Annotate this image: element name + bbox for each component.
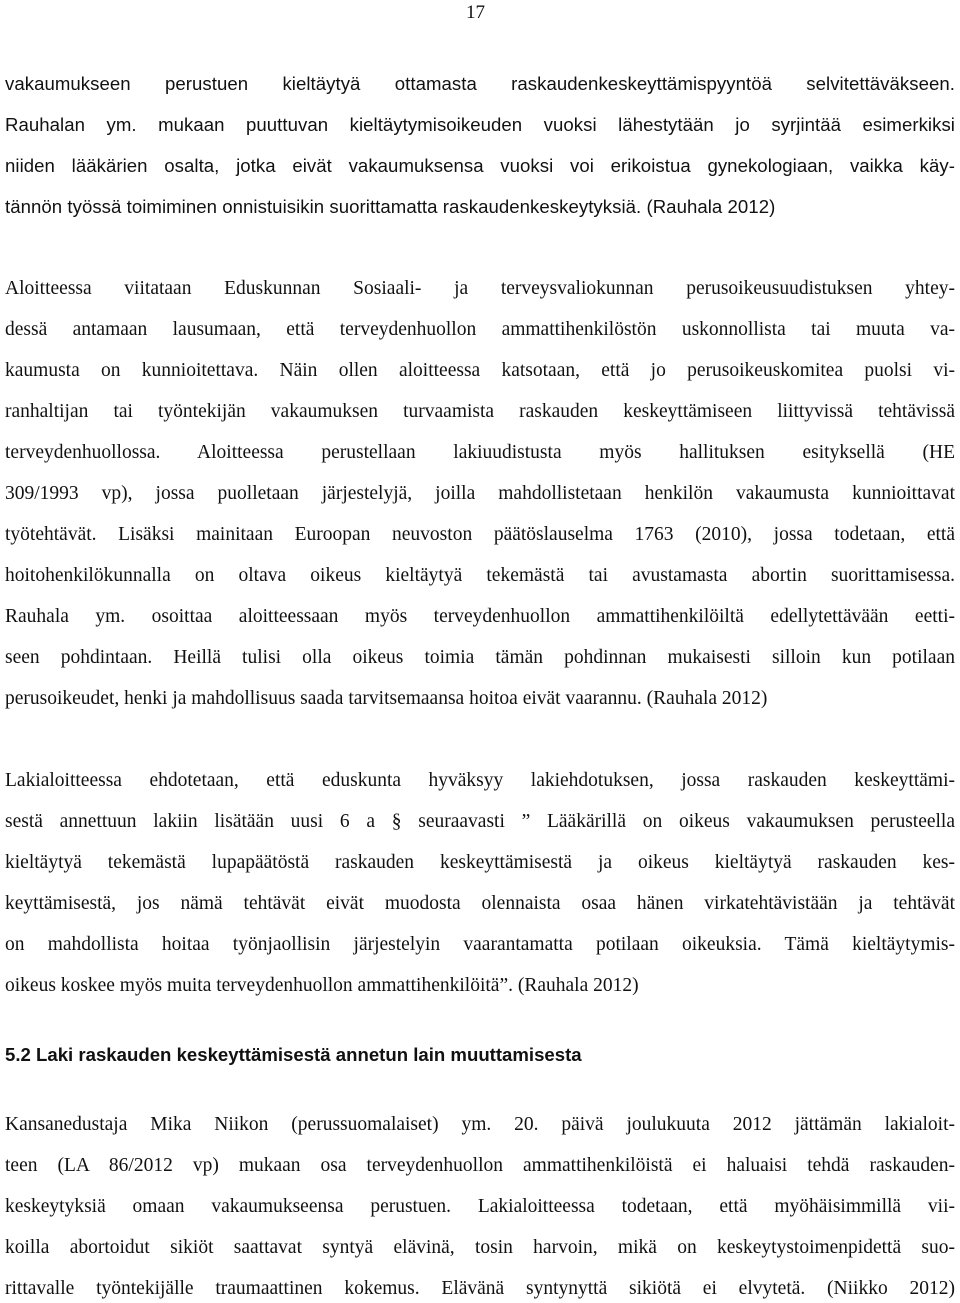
- paragraph-1-line-1: vakaumukseen perustuen kieltäytyä ottamasta raskaudenkeskeyttämispyyntöä selvitettäväkseen.: [5, 73, 955, 94]
- paragraph-3-line-3: kieltäytyä tekemästä lupapäätöstä raskauden keskeyttämisestä ja oikeus kieltäytyä raskauden kes-: [5, 852, 955, 873]
- paragraph-4-line-4: koilla abortoidut sikiöt saattavat syntyä elävinä, tosin harvoin, mikä on keskeytystoimenpidettä suo-: [5, 1237, 955, 1258]
- paragraph-2-line-10: seen pohdintaan. Heillä tulisi olla oikeus toimia tämän pohdinnan mukaisesti silloin kun potilaan: [5, 647, 955, 668]
- paragraph-2-line-2: dessä antamaan lausumaan, että terveydenhuollon ammattihenkilöstön uskonnollista tai muuta va-: [5, 319, 955, 340]
- paragraph-4-line-3: keskeytyksiä omaan vakaumukseensa perustuen. Lakialoitteessa todetaan, että myöhäisimmillä vii-: [5, 1196, 955, 1217]
- paragraph-2-line-4: ranhaltijan tai työntekijän vakaumuksen turvaamista raskauden keskeyttämiseen liittyvissä tehtävissä: [5, 401, 955, 422]
- paragraph-2-line-5: terveydenhuollossa. Aloitteessa perustellaan lakiuudistusta myös hallituksen esityksellä (HE: [5, 442, 955, 463]
- page-number: 17: [466, 2, 485, 23]
- paragraph-3-line-2: sestä annettuun lakiin lisätään uusi 6 a § seuraavasti ” Lääkärillä on oikeus vakaumuksen perusteella: [5, 811, 955, 832]
- paragraph-2-line-11: perusoikeudet, henki ja mahdollisuus saada tarvitsemaansa hoitoa eivät vaarannu. (Rauhala 2012): [5, 688, 768, 709]
- paragraph-1-line-2: Rauhalan ym. mukaan puuttuvan kieltäytymisoikeuden vuoksi lähestytään jo syrjintää esimerkiksi: [5, 114, 955, 135]
- paragraph-2-line-1: Aloitteessa viitataan Eduskunnan Sosiaali- ja terveysvaliokunnan perusoikeusuudistuksen yhtey-: [5, 278, 955, 299]
- paragraph-4-line-2: teen (LA 86/2012 vp) mukaan osa terveydenhuollon ammattihenkilöistä ei haluaisi tehdä raskauden-: [5, 1155, 955, 1176]
- paragraph-2-line-3: kaumusta on kunnioitettava. Näin ollen aloitteessa katsotaan, että jo perusoikeuskomitea puolsi vi-: [5, 360, 955, 381]
- paragraph-2-line-7: työtehtävät. Lisäksi mainitaan Euroopan neuvoston päätöslauselma 1763 (2010), jossa todetaan, että: [5, 524, 955, 545]
- paragraph-1-line-4: tännön työssä toimiminen onnistuisikin suorittamatta raskaudenkeskeytyksiä. (Rauhala 2012): [5, 196, 776, 217]
- paragraph-4-line-5: rittavalle työntekijälle traumaattinen kokemus. Elävänä syntynyttä sikiötä ei elvytetä. (Niikko 2012): [5, 1278, 955, 1299]
- paragraph-3-line-4: keyttämisestä, jos nämä tehtävät eivät muodosta olennaista osaa hänen virkatehtävistään ja tehtävät: [5, 893, 955, 914]
- paragraph-4-line-1: Kansanedustaja Mika Niikon (perussuomalaiset) ym. 20. päivä joulukuuta 2012 jättämän lakialoit-: [5, 1114, 955, 1135]
- paragraph-2-line-9: Rauhala ym. osoittaa aloitteessaan myös terveydenhuollon ammattihenkilöiltä edellytettävään eetti-: [5, 606, 955, 627]
- paragraph-1-line-3: niiden lääkärien osalta, jotka eivät vakaumuksensa vuoksi voi erikoistua gynekologiaan, vaikka käy-: [5, 155, 955, 176]
- paragraph-2-line-6: 309/1993 vp), jossa puolletaan järjestelyjä, joilla mahdollistetaan henkilön vakaumusta kunnioittavat: [5, 483, 955, 504]
- paragraph-3-line-1: Lakialoitteessa ehdotetaan, että eduskunta hyväksyy lakiehdotuksen, jossa raskauden keskeyttämi-: [5, 770, 955, 791]
- section-heading: 5.2 Laki raskauden keskeyttämisestä annetun lain muuttamisesta: [5, 1044, 582, 1065]
- paragraph-3-line-6: oikeus koskee myös muita terveydenhuollon ammattihenkilöitä”. (Rauhala 2012): [5, 975, 639, 996]
- paragraph-2-line-8: hoitohenkilökunnalla on oltava oikeus kieltäytyä tekemästä tai avustamasta abortin suorittamisessa.: [5, 565, 955, 586]
- paragraph-3-line-5: on mahdollista hoitaa työnjaollisin järjestelyin vaarantamatta potilaan oikeuksia. Tämä kieltäytymis-: [5, 934, 955, 955]
